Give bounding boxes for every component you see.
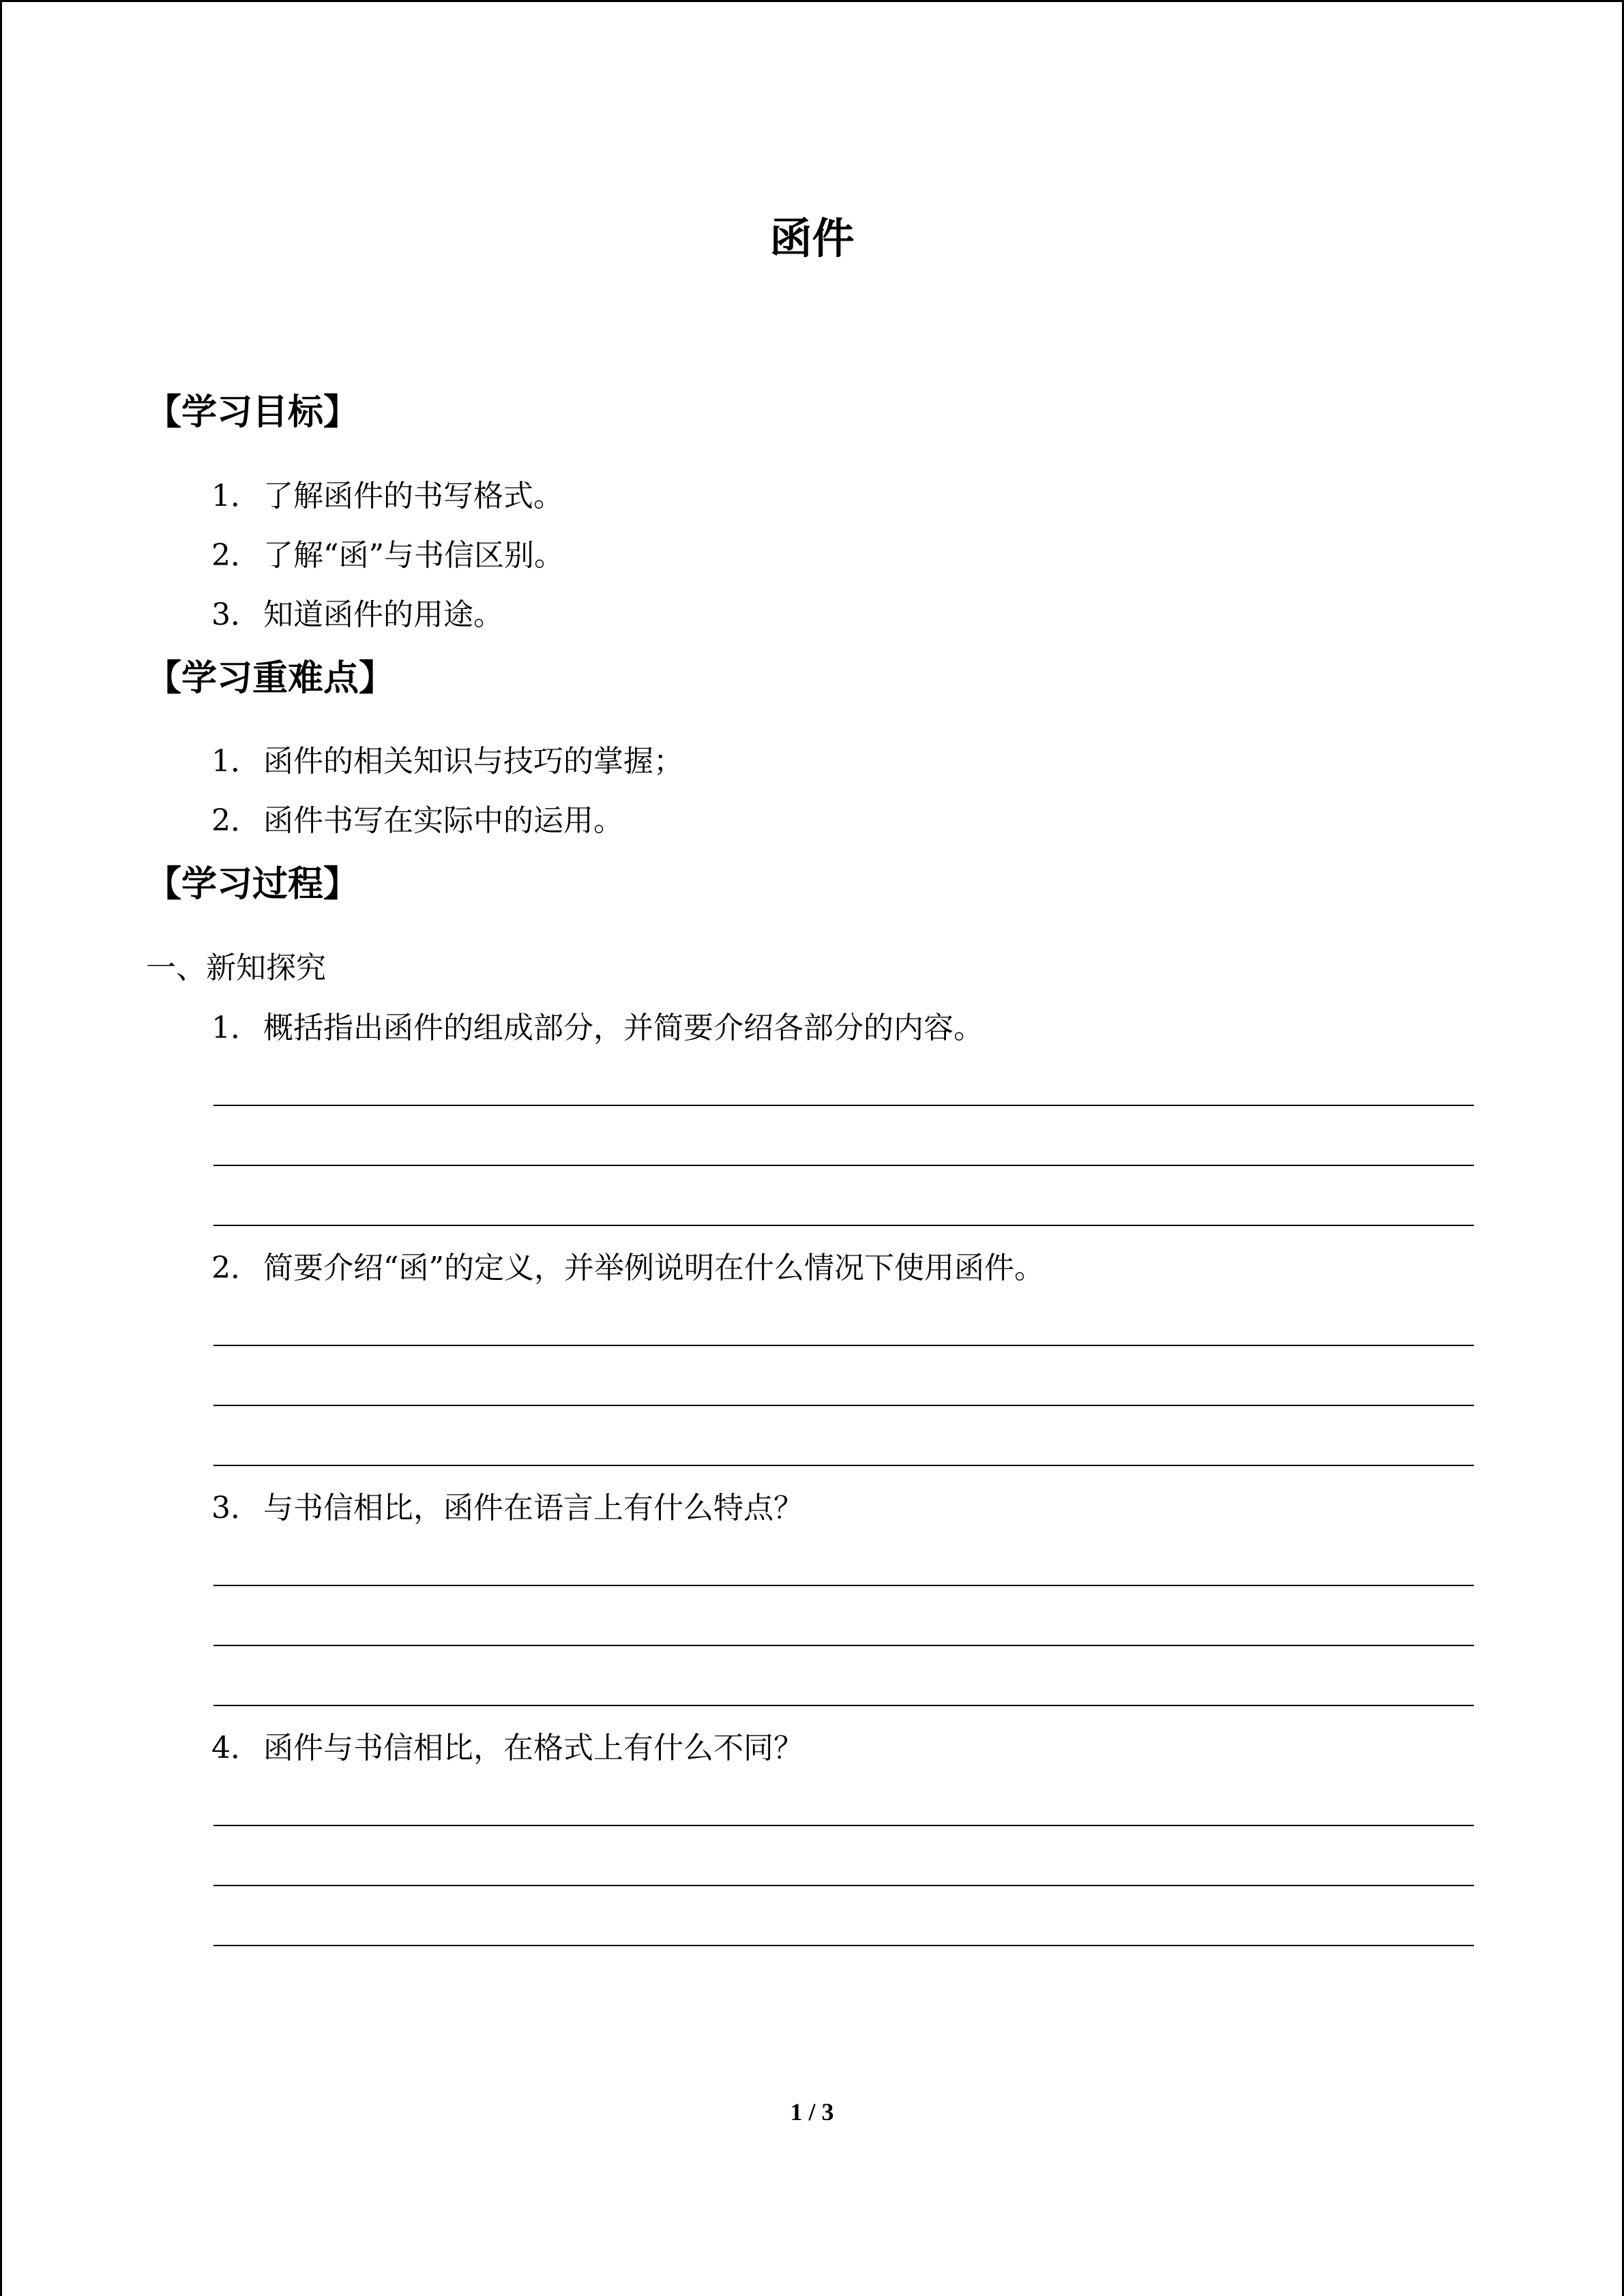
- answer-line[interactable]: [213, 1405, 1474, 1406]
- item-number: 2．: [211, 803, 261, 838]
- item-text: 简要介绍“函”的定义，并举例说明在什么情况下使用函件。: [263, 1251, 1044, 1285]
- item-text: 知道函件的用途。: [263, 597, 503, 632]
- item-number: 2．: [211, 1251, 261, 1285]
- answer-line[interactable]: [213, 1825, 1474, 1826]
- objective-item: [211, 535, 564, 576]
- objective-item: [211, 476, 563, 517]
- objectives-heading: 【学习目标】: [146, 392, 359, 433]
- answer-line[interactable]: [213, 1165, 1474, 1166]
- item-text: 与书信相比，函件在语言上有什么特点？: [263, 1491, 803, 1525]
- item-text: 了解函件的书写格式。: [263, 479, 563, 513]
- question-item: [211, 1488, 803, 1529]
- item-number: 2．: [211, 538, 261, 573]
- item-number: 4．: [211, 1731, 261, 1765]
- item-number: 3．: [211, 597, 261, 632]
- objective-item: [211, 595, 503, 636]
- item-text: 了解“函”与书信区别。: [263, 538, 564, 573]
- question-item: [211, 1008, 984, 1049]
- answer-line[interactable]: [213, 1585, 1474, 1586]
- answer-line[interactable]: [213, 1945, 1474, 1946]
- item-text: 函件的相关知识与技巧的掌握；: [263, 744, 683, 779]
- key-points-heading: 【学习重难点】: [146, 658, 395, 699]
- item-number: 1．: [211, 744, 261, 779]
- answer-line[interactable]: [213, 1345, 1474, 1346]
- process-heading: 【学习过程】: [146, 864, 359, 905]
- item-number: 3．: [211, 1491, 261, 1525]
- item-number: 1．: [211, 479, 261, 513]
- part-label: 一、新知探究: [146, 951, 326, 985]
- item-text: 函件与书信相比，在格式上有什么不同？: [263, 1731, 803, 1765]
- answer-line[interactable]: [213, 1105, 1474, 1106]
- answer-line[interactable]: [213, 1885, 1474, 1886]
- question-item: [211, 1728, 803, 1769]
- answer-line[interactable]: [213, 1225, 1474, 1226]
- answer-line[interactable]: [213, 1705, 1474, 1706]
- key-point-item: [211, 801, 623, 841]
- answer-line[interactable]: [213, 1645, 1474, 1646]
- item-text: 概括指出函件的组成部分，并简要介绍各部分的内容。: [263, 1011, 984, 1045]
- key-point-item: [211, 741, 683, 782]
- item-number: 1．: [211, 1011, 261, 1045]
- answer-line[interactable]: [213, 1465, 1474, 1466]
- item-text: 函件书写在实际中的运用。: [263, 803, 623, 838]
- document-title: 函件: [769, 213, 855, 263]
- page-number: 1 / 3: [790, 2098, 834, 2126]
- question-item: [211, 1248, 1044, 1289]
